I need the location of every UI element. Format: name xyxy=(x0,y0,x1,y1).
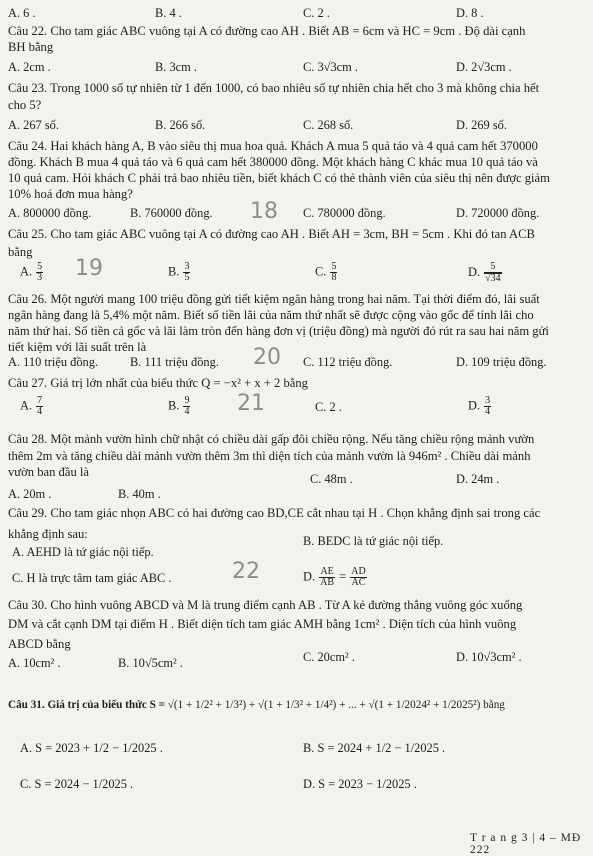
denominator: 8 xyxy=(331,272,337,283)
option-label: D. xyxy=(468,398,481,413)
option-label: B. xyxy=(168,264,180,279)
denominator: AB xyxy=(320,577,335,588)
plus-sign: + xyxy=(248,699,256,711)
q22-option-c: C. 3√3cm . xyxy=(303,60,358,74)
q30-text-line1: Câu 30. Cho hình vuông ABCD và M là trung điểm cạnh AB . Từ A kẻ đường thẳng vuông góc xuống xyxy=(8,598,523,612)
q27-text-line1: Câu 27. Giá trị lớn nhất của biểu thức Q = −x² + x + 2 bằng xyxy=(8,376,308,390)
q22-option-b: B. 3cm . xyxy=(155,60,197,74)
q25-option-a xyxy=(20,262,44,283)
denominator: 4 xyxy=(37,406,43,417)
handwritten-mark: 20 xyxy=(253,345,281,370)
q31-term-1: √(1 + 1/2² + 1/3²) xyxy=(167,699,247,711)
q31-prefix: Câu 31. Giá trị của biểu thức S = xyxy=(8,699,165,711)
q24-option-d: D. 720000 đồng. xyxy=(456,206,540,220)
numerator: AD xyxy=(351,566,366,577)
denominator: √34 xyxy=(485,273,501,284)
numerator: 9 xyxy=(184,395,190,406)
equals-sign: = xyxy=(339,569,347,584)
q26-option-d: D. 109 triệu đồng. xyxy=(456,355,547,369)
q22-text-line2: BH bằng xyxy=(8,40,54,54)
option-c: C. 2 . xyxy=(303,6,330,20)
q23-option-c: C. 268 số. xyxy=(303,118,354,132)
denominator: 3 xyxy=(37,272,43,283)
numerator: 3 xyxy=(485,395,491,406)
q25-text-line1: Câu 25. Cho tam giác ABC vuông tại A có đường cao AH . Biết AH = 3cm, BH = 5cm . Khi đó tan ACB xyxy=(8,227,535,241)
q24-text-line2: đồng. Khách B mua 4 quả táo và 6 quả cam hết 380000 đồng. Một khách hàng C khác mua 10 quả táo và xyxy=(8,155,538,169)
option-label: D. xyxy=(468,264,481,279)
fraction xyxy=(330,262,337,283)
q31-text-line1 xyxy=(8,698,588,713)
ellipsis: + ... + xyxy=(339,699,366,711)
q26-option-a: A. 110 triệu đồng. xyxy=(8,355,99,369)
q24-text-line3: 10 quả cam. Hỏi khách C phải trả bao nhiêu tiền, biết khách C có thẻ thành viên của siêu thị nên được giảm xyxy=(8,171,550,185)
q24-option-a: A. 800000 đồng. xyxy=(8,206,92,220)
handwritten-mark: 22 xyxy=(232,559,260,584)
q29-option-b: B. BEDC là tứ giác nội tiếp. xyxy=(303,534,444,548)
numerator: 7 xyxy=(37,395,43,406)
q30-text-line3: ABCD bằng xyxy=(8,637,71,651)
q23-option-d: D. 269 số. xyxy=(456,118,507,132)
q31-option-c: C. S = 2024 − 1/2025 . xyxy=(20,777,134,791)
q28-text-line1: Câu 28. Một mảnh vườn hình chữ nhật có chiều dài gấp đôi chiều rộng. Nếu tăng chiều rộng mảnh vườn xyxy=(8,432,535,446)
q28-text-line2: thêm 2m và tăng chiều dài mảnh vườn thêm 3m thì diện tích của mảnh vườn là 946m² . Chiều dài mảnh xyxy=(8,449,531,463)
fraction xyxy=(36,262,43,283)
page-footer: T r a n g 3 | 4 – MĐ 222 xyxy=(470,832,582,856)
q31-suffix: bằng xyxy=(483,699,505,711)
denominator: 4 xyxy=(184,406,190,417)
q29-option-c: C. H là trực tâm tam giác ABC . xyxy=(12,571,172,585)
fraction xyxy=(36,396,43,417)
q28-option-a: A. 20m . xyxy=(8,487,52,501)
q24-option-c: C. 780000 đồng. xyxy=(303,206,386,220)
q27-option-a xyxy=(20,396,44,417)
q25-option-c xyxy=(315,262,338,283)
option-label: B. xyxy=(168,398,180,413)
q28-text-line3: vườn ban đầu là xyxy=(8,465,89,479)
numerator: 3 xyxy=(184,261,190,272)
numerator: 5 xyxy=(484,262,502,273)
option-label: D. xyxy=(303,569,316,584)
q30-option-c: C. 20cm² . xyxy=(303,650,355,664)
denominator: 4 xyxy=(485,406,491,417)
q30-option-d: D. 10√3cm² . xyxy=(456,650,522,664)
handwritten-mark: 21 xyxy=(237,391,265,416)
q26-option-c: C. 112 triệu đồng. xyxy=(303,355,393,369)
q31-option-b: B. S = 2024 + 1/2 − 1/2025 . xyxy=(303,741,446,755)
q28-option-d: D. 24m . xyxy=(456,472,500,486)
q24-option-b: B. 760000 đồng. xyxy=(130,206,213,220)
denominator: AC xyxy=(351,577,366,588)
option-label: A. xyxy=(20,398,33,413)
q25-text-line2: bằng xyxy=(8,245,33,259)
q29-text-line1: Câu 29. Cho tam giác nhọn ABC có hai đường cao BD,CE cắt nhau tại H . Chọn khẳng định sai trong các xyxy=(8,506,541,520)
q25-option-d xyxy=(468,262,503,284)
q26-text-line4: tiết kiệm với lãi suất trên là xyxy=(8,340,147,354)
fraction xyxy=(484,396,491,417)
option-a: A. 6 . xyxy=(8,6,36,20)
q31-option-a: A. S = 2023 + 1/2 − 1/2025 . xyxy=(20,741,163,755)
q29-option-a: A. AEHD là tứ giác nội tiếp. xyxy=(12,545,154,559)
option-d: D. 8 . xyxy=(456,6,484,20)
q26-text-line1: Câu 26. Một người mang 100 triệu đồng gửi tiết kiệm ngân hàng trong hai năm. Tại thời điểm đó, lãi suất xyxy=(8,292,540,306)
q28-option-c: C. 48m . xyxy=(310,472,353,486)
q22-text-line1: Câu 22. Cho tam giác ABC vuông tại A có đường cao AH . Biết AB = 6cm và HC = 9cm . Độ dài cạnh xyxy=(8,24,526,38)
q30-option-a: A. 10cm² . xyxy=(8,656,61,670)
q23-text-line1: Câu 23. Trong 1000 số tự nhiên từ 1 đến 1000, có bao nhiêu số tự nhiên chia hết cho 3 mà không chia hết xyxy=(8,81,540,95)
q22-option-d: D. 2√3cm . xyxy=(456,60,512,74)
option-b: B. 4 . xyxy=(155,6,182,20)
q25-option-b xyxy=(168,262,191,283)
q23-option-b: B. 266 số. xyxy=(155,118,206,132)
option-label: C. xyxy=(315,264,327,279)
fraction xyxy=(319,567,335,588)
q27-option-c: C. 2 . xyxy=(315,400,342,414)
numerator: 5 xyxy=(331,261,337,272)
q23-text-line2: cho 5? xyxy=(8,98,42,112)
q30-option-b: B. 10√5cm² . xyxy=(118,656,183,670)
q29-option-d xyxy=(303,567,368,588)
q28-option-b: B. 40m . xyxy=(118,487,161,501)
handwritten-mark: 19 xyxy=(75,256,103,281)
q27-option-b xyxy=(168,396,191,417)
fraction xyxy=(484,262,502,284)
q24-text-line1: Câu 24. Hai khách hàng A, B vào siêu thị mua hoa quả. Khách A mua 5 quả táo và 4 quả cam hết 370000 xyxy=(8,139,538,153)
q26-text-line3: năm thứ hai. Số tiền cả gốc và lãi làm tròn đến hàng đơn vị (triệu đồng) mà người đó rút ra sau hai năm gửi xyxy=(8,324,549,338)
q31-term-2: √(1 + 1/3² + 1/4²) xyxy=(257,699,337,711)
numerator: 5 xyxy=(37,261,43,272)
fraction xyxy=(183,396,190,417)
q30-text-line2: DM và cắt cạnh DM tại điểm H . Biết diện tích tam giác AMH bằng 1cm² . Diện tích của hình vuông xyxy=(8,617,517,631)
q31-term-3: √(1 + 1/2024² + 1/2025²) xyxy=(368,699,481,711)
q23-option-a: A. 267 số. xyxy=(8,118,59,132)
q26-text-line2: ngân hàng đang là 5,4% một năm. Biết số tiền lãi của năm thứ nhất sẽ được cộng vào gốc để tính lãi cho xyxy=(8,308,534,322)
handwritten-mark: 18 xyxy=(250,199,278,224)
q22-option-a: A. 2cm . xyxy=(8,60,51,74)
fraction xyxy=(350,567,366,588)
q27-option-d xyxy=(468,396,492,417)
fraction xyxy=(183,262,190,283)
q31-option-d: D. S = 2023 − 1/2025 . xyxy=(303,777,417,791)
numerator: AE xyxy=(320,566,334,577)
q26-option-b: B. 111 triệu đồng. xyxy=(130,355,219,369)
q29-text-line2: khẳng định sau: xyxy=(8,527,88,541)
option-label: A. xyxy=(20,264,33,279)
q24-text-line4: 10% hoá đơn mua hàng? xyxy=(8,187,133,201)
denominator: 5 xyxy=(184,272,190,283)
